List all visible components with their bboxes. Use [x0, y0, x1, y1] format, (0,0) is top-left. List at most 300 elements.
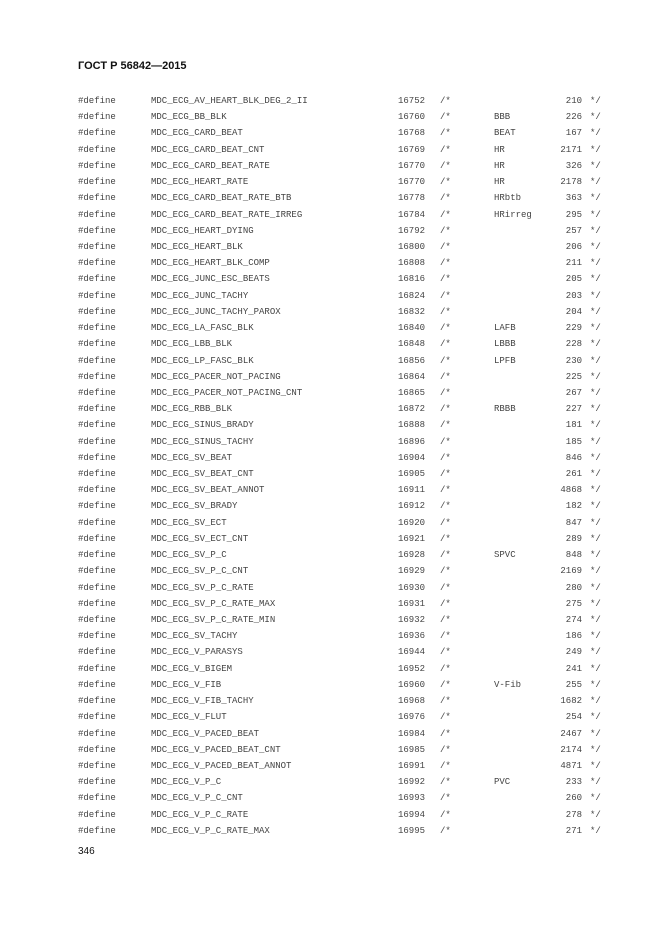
define-row [0, 532, 661, 548]
comment-open: /* [440, 96, 451, 106]
comment-open: /* [440, 582, 451, 593]
constant-name: MDC_ECG_V_P_C_CNT [151, 793, 243, 804]
comment-close: */ [590, 663, 601, 674]
define-row [0, 564, 661, 580]
comment-close: */ [590, 436, 601, 447]
define-list [0, 94, 661, 840]
reference-code: 4871 [560, 760, 582, 771]
define-keyword: #define [78, 517, 116, 528]
define-keyword: #define [78, 436, 116, 447]
define-keyword: #define [78, 760, 116, 771]
define-keyword: #define [78, 777, 116, 788]
constant-name: MDC_ECG_HEART_RATE [151, 177, 249, 188]
constant-value: 16968 [398, 696, 426, 707]
define-keyword: #define [78, 647, 116, 658]
define-row [0, 321, 661, 337]
reference-code: 203 [565, 290, 582, 301]
reference-code: 241 [565, 663, 582, 674]
constant-value: 16752 [398, 96, 426, 106]
constant-name: MDC_ECG_CARD_BEAT [151, 128, 243, 139]
abbreviation: BBB [494, 112, 511, 123]
comment-open: /* [440, 825, 451, 836]
reference-code: 226 [565, 112, 582, 123]
reference-code: 233 [565, 777, 582, 788]
comment-close: */ [590, 533, 601, 544]
define-keyword: #define [78, 598, 116, 609]
comment-open: /* [440, 760, 451, 771]
constant-name: MDC_ECG_CARD_BEAT_RATE_IRREG [151, 209, 303, 220]
constant-name: MDC_ECG_V_P_C_RATE [151, 809, 249, 820]
comment-close: */ [590, 744, 601, 755]
comment-open: /* [440, 355, 451, 366]
define-row [0, 516, 661, 532]
define-keyword: #define [78, 306, 116, 317]
constant-value: 16904 [398, 452, 426, 463]
comment-open: /* [440, 615, 451, 625]
constant-name: MDC_ECG_HEART_BLK [151, 241, 243, 252]
reference-code: 260 [565, 793, 582, 804]
reference-code: 261 [565, 469, 582, 480]
constant-name: MDC_ECG_SV_P_C_RATE_MAX [151, 598, 276, 609]
comment-close: */ [590, 793, 601, 804]
reference-code: 848 [565, 550, 582, 561]
define-row [0, 126, 661, 142]
define-keyword: #define [78, 387, 116, 398]
comment-open: /* [440, 598, 451, 609]
constant-name: MDC_ECG_SV_BEAT_CNT [151, 469, 254, 480]
reference-code: 846 [565, 452, 582, 463]
comment-open: /* [440, 144, 451, 155]
comment-close: */ [590, 760, 601, 771]
comment-close: */ [590, 241, 601, 252]
abbreviation: LBBB [494, 339, 516, 350]
comment-open: /* [440, 501, 451, 512]
comment-close: */ [590, 679, 601, 690]
define-keyword: #define [78, 339, 116, 350]
comment-close: */ [590, 274, 601, 285]
define-keyword: #define [78, 631, 116, 642]
comment-close: */ [590, 517, 601, 528]
define-keyword: #define [78, 452, 116, 463]
page-header: ГОСТ Р 56842—2015 [78, 60, 187, 72]
reference-code: 182 [565, 501, 582, 512]
comment-open: /* [440, 128, 451, 139]
constant-name: MDC_ECG_CARD_BEAT_RATE_BTB [151, 193, 292, 204]
define-keyword: #define [78, 112, 116, 123]
constant-name: MDC_ECG_V_FLUT [151, 712, 227, 723]
define-keyword: #define [78, 274, 116, 285]
constant-value: 16760 [398, 112, 426, 123]
constant-name: MDC_ECG_SV_BEAT [151, 452, 233, 463]
abbreviation: PVC [494, 777, 511, 788]
constant-name: MDC_ECG_HEART_DYING [151, 225, 254, 236]
reference-code: 278 [565, 809, 582, 820]
define-row [0, 662, 661, 678]
define-row [0, 678, 661, 694]
comment-open: /* [440, 112, 451, 123]
define-row [0, 613, 661, 629]
define-row [0, 370, 661, 386]
comment-close: */ [590, 485, 601, 496]
comment-open: /* [440, 550, 451, 561]
define-row [0, 645, 661, 661]
reference-code: 230 [565, 355, 582, 366]
reference-code: 2174 [560, 744, 582, 755]
define-row [0, 597, 661, 613]
define-keyword: #define [78, 193, 116, 204]
define-keyword: #define [78, 582, 116, 593]
reference-code: 326 [565, 160, 582, 171]
abbreviation: HRirreg [494, 209, 532, 220]
comment-close: */ [590, 355, 601, 366]
constant-value: 16824 [398, 290, 426, 301]
constant-name: MDC_ECG_HEART_BLK_COMP [151, 258, 270, 269]
constant-value: 16848 [398, 339, 426, 350]
define-keyword: #define [78, 566, 116, 577]
constant-value: 16976 [398, 712, 426, 723]
define-keyword: #define [78, 355, 116, 366]
constant-value: 16832 [398, 306, 426, 317]
constant-value: 16995 [398, 825, 426, 836]
constant-name: MDC_ECG_V_FIB [151, 679, 222, 690]
comment-close: */ [590, 339, 601, 350]
comment-open: /* [440, 193, 451, 204]
constant-name: MDC_ECG_PACER_NOT_PACING [151, 371, 281, 382]
constant-value: 16928 [398, 550, 426, 561]
constant-value: 16932 [398, 615, 426, 625]
define-keyword: #define [78, 696, 116, 707]
define-row [0, 467, 661, 483]
define-keyword: #define [78, 825, 116, 836]
constant-name: MDC_ECG_AV_HEART_BLK_DEG_2_II [151, 96, 308, 106]
define-keyword: #define [78, 323, 116, 334]
comment-close: */ [590, 777, 601, 788]
reference-code: 227 [565, 404, 582, 415]
reference-code: 167 [565, 128, 582, 139]
constant-name: MDC_ECG_CARD_BEAT_CNT [151, 144, 265, 155]
reference-code: 289 [565, 533, 582, 544]
constant-name: MDC_ECG_JUNC_TACHY [151, 290, 249, 301]
comment-close: */ [590, 258, 601, 269]
constant-value: 16778 [398, 193, 426, 204]
constant-name: MDC_ECG_SV_ECT_CNT [151, 533, 249, 544]
comment-open: /* [440, 647, 451, 658]
constant-value: 16985 [398, 744, 426, 755]
define-row [0, 743, 661, 759]
constant-name: MDC_ECG_V_PARASYS [151, 647, 243, 658]
comment-close: */ [590, 371, 601, 382]
constant-value: 16912 [398, 501, 426, 512]
abbreviation: RBBB [494, 404, 516, 415]
comment-close: */ [590, 825, 601, 836]
define-row [0, 824, 661, 840]
comment-open: /* [440, 274, 451, 285]
define-keyword: #define [78, 371, 116, 382]
comment-open: /* [440, 696, 451, 707]
define-row [0, 499, 661, 515]
define-row [0, 581, 661, 597]
reference-code: 363 [565, 193, 582, 204]
define-keyword: #define [78, 469, 116, 480]
abbreviation: LPFB [494, 355, 516, 366]
constant-value: 16944 [398, 647, 426, 658]
define-row [0, 548, 661, 564]
constant-value: 16905 [398, 469, 426, 480]
reference-code: 229 [565, 323, 582, 334]
constant-name: MDC_ECG_LP_FASC_BLK [151, 355, 254, 366]
constant-value: 16991 [398, 760, 426, 771]
constant-value: 16792 [398, 225, 426, 236]
constant-name: MDC_ECG_JUNC_ESC_BEATS [151, 274, 270, 285]
comment-close: */ [590, 209, 601, 220]
define-row [0, 759, 661, 775]
define-row [0, 694, 661, 710]
define-keyword: #define [78, 485, 116, 496]
define-row [0, 808, 661, 824]
constant-value: 16800 [398, 241, 426, 252]
define-row [0, 386, 661, 402]
constant-name: MDC_ECG_V_P_C [151, 777, 222, 788]
reference-code: 275 [565, 598, 582, 609]
define-row [0, 94, 661, 110]
define-row [0, 143, 661, 159]
comment-open: /* [440, 777, 451, 788]
reference-code: 1682 [560, 696, 582, 707]
comment-close: */ [590, 452, 601, 463]
define-row [0, 272, 661, 288]
comment-open: /* [440, 809, 451, 820]
comment-open: /* [440, 371, 451, 382]
constant-name: MDC_ECG_V_P_C_RATE_MAX [151, 825, 270, 836]
define-row [0, 791, 661, 807]
comment-close: */ [590, 193, 601, 204]
constant-value: 16929 [398, 566, 426, 577]
comment-close: */ [590, 306, 601, 317]
constant-name: MDC_ECG_BB_BLK [151, 112, 227, 123]
constant-name: MDC_ECG_V_BIGEM [151, 663, 233, 674]
comment-open: /* [440, 339, 451, 350]
comment-close: */ [590, 420, 601, 431]
reference-code: 274 [565, 615, 582, 625]
reference-code: 204 [565, 306, 582, 317]
comment-close: */ [590, 96, 601, 106]
comment-open: /* [440, 728, 451, 739]
reference-code: 2169 [560, 566, 582, 577]
constant-value: 16993 [398, 793, 426, 804]
comment-open: /* [440, 744, 451, 755]
define-row [0, 710, 661, 726]
constant-name: MDC_ECG_LA_FASC_BLK [151, 323, 254, 334]
abbreviation: V-Fib [494, 679, 522, 690]
constant-value: 16768 [398, 128, 426, 139]
define-row [0, 289, 661, 305]
comment-close: */ [590, 501, 601, 512]
comment-open: /* [440, 631, 451, 642]
constant-value: 16936 [398, 631, 426, 642]
comment-close: */ [590, 582, 601, 593]
comment-open: /* [440, 663, 451, 674]
reference-code: 2467 [560, 728, 582, 739]
define-row [0, 159, 661, 175]
abbreviation: LAFB [494, 323, 516, 334]
define-row [0, 191, 661, 207]
define-keyword: #define [78, 501, 116, 512]
define-keyword: #define [78, 809, 116, 820]
comment-close: */ [590, 225, 601, 236]
abbreviation: BEAT [494, 128, 516, 139]
comment-open: /* [440, 258, 451, 269]
constant-name: MDC_ECG_SV_BRADY [151, 501, 238, 512]
define-row [0, 727, 661, 743]
constant-name: MDC_ECG_JUNC_TACHY_PAROX [151, 306, 281, 317]
constant-value: 16960 [398, 679, 426, 690]
comment-open: /* [440, 306, 451, 317]
reference-code: 185 [565, 436, 582, 447]
comment-open: /* [440, 485, 451, 496]
define-keyword: #define [78, 225, 116, 236]
comment-open: /* [440, 177, 451, 188]
reference-code: 2178 [560, 177, 582, 188]
constant-value: 16816 [398, 274, 426, 285]
reference-code: 255 [565, 679, 582, 690]
define-row [0, 110, 661, 126]
define-keyword: #define [78, 744, 116, 755]
comment-close: */ [590, 144, 601, 155]
define-keyword: #define [78, 793, 116, 804]
constant-name: MDC_ECG_SV_P_C_RATE [151, 582, 254, 593]
define-row [0, 775, 661, 791]
reference-code: 181 [565, 420, 582, 431]
abbreviation: HR [494, 144, 505, 155]
define-row [0, 208, 661, 224]
comment-open: /* [440, 679, 451, 690]
reference-code: 280 [565, 582, 582, 593]
constant-name: MDC_ECG_SV_P_C_RATE_MIN [151, 615, 276, 625]
constant-name: MDC_ECG_V_FIB_TACHY [151, 696, 254, 707]
constant-name: MDC_ECG_SV_ECT [151, 517, 227, 528]
comment-open: /* [440, 566, 451, 577]
comment-close: */ [590, 112, 601, 123]
comment-close: */ [590, 598, 601, 609]
reference-code: 206 [565, 241, 582, 252]
define-keyword: #define [78, 144, 116, 155]
constant-value: 16994 [398, 809, 426, 820]
comment-close: */ [590, 290, 601, 301]
constant-value: 16992 [398, 777, 426, 788]
define-row [0, 418, 661, 434]
comment-open: /* [440, 469, 451, 480]
comment-open: /* [440, 241, 451, 252]
define-keyword: #define [78, 404, 116, 415]
comment-close: */ [590, 128, 601, 139]
abbreviation: HR [494, 160, 505, 171]
comment-open: /* [440, 712, 451, 723]
comment-open: /* [440, 290, 451, 301]
comment-close: */ [590, 809, 601, 820]
comment-open: /* [440, 533, 451, 544]
define-row [0, 224, 661, 240]
constant-value: 16865 [398, 387, 426, 398]
comment-open: /* [440, 225, 451, 236]
define-row [0, 402, 661, 418]
constant-name: MDC_ECG_SV_TACHY [151, 631, 238, 642]
constant-value: 16930 [398, 582, 426, 593]
comment-close: */ [590, 728, 601, 739]
reference-code: 225 [565, 371, 582, 382]
constant-name: MDC_ECG_V_PACED_BEAT_CNT [151, 744, 281, 755]
reference-code: 249 [565, 647, 582, 658]
comment-close: */ [590, 712, 601, 723]
reference-code: 257 [565, 225, 582, 236]
define-row [0, 629, 661, 645]
comment-close: */ [590, 387, 601, 398]
define-keyword: #define [78, 290, 116, 301]
define-keyword: #define [78, 533, 116, 544]
constant-value: 16888 [398, 420, 426, 431]
constant-value: 16931 [398, 598, 426, 609]
comment-open: /* [440, 420, 451, 431]
constant-name: MDC_ECG_LBB_BLK [151, 339, 233, 350]
define-row [0, 451, 661, 467]
define-row [0, 240, 661, 256]
reference-code: 271 [565, 825, 582, 836]
constant-value: 16808 [398, 258, 426, 269]
comment-close: */ [590, 323, 601, 334]
comment-open: /* [440, 209, 451, 220]
comment-close: */ [590, 177, 601, 188]
constant-name: MDC_ECG_SV_P_C [151, 550, 227, 561]
define-keyword: #define [78, 209, 116, 220]
comment-close: */ [590, 647, 601, 658]
comment-open: /* [440, 387, 451, 398]
define-keyword: #define [78, 663, 116, 674]
constant-value: 16770 [398, 160, 426, 171]
define-keyword: #define [78, 679, 116, 690]
constant-value: 16770 [398, 177, 426, 188]
reference-code: 2171 [560, 144, 582, 155]
define-keyword: #define [78, 420, 116, 431]
define-row [0, 305, 661, 321]
reference-code: 186 [565, 631, 582, 642]
comment-close: */ [590, 469, 601, 480]
define-keyword: #define [78, 177, 116, 188]
reference-code: 205 [565, 274, 582, 285]
reference-code: 228 [565, 339, 582, 350]
constant-name: MDC_ECG_SINUS_TACHY [151, 436, 254, 447]
comment-open: /* [440, 160, 451, 171]
comment-open: /* [440, 323, 451, 334]
comment-open: /* [440, 793, 451, 804]
define-keyword: #define [78, 728, 116, 739]
define-keyword: #define [78, 160, 116, 171]
define-keyword: #define [78, 712, 116, 723]
constant-value: 16784 [398, 209, 426, 220]
constant-value: 16921 [398, 533, 426, 544]
define-keyword: #define [78, 241, 116, 252]
reference-code: 295 [565, 209, 582, 220]
constant-value: 16769 [398, 144, 426, 155]
constant-name: MDC_ECG_V_PACED_BEAT [151, 728, 260, 739]
define-row [0, 256, 661, 272]
constant-name: MDC_ECG_V_PACED_BEAT_ANNOT [151, 760, 292, 771]
constant-name: MDC_ECG_SV_BEAT_ANNOT [151, 485, 265, 496]
define-row [0, 337, 661, 353]
define-keyword: #define [78, 96, 116, 106]
constant-value: 16856 [398, 355, 426, 366]
define-row [0, 354, 661, 370]
constant-name: MDC_ECG_SV_P_C_CNT [151, 566, 249, 577]
page-number: 346 [78, 846, 95, 857]
